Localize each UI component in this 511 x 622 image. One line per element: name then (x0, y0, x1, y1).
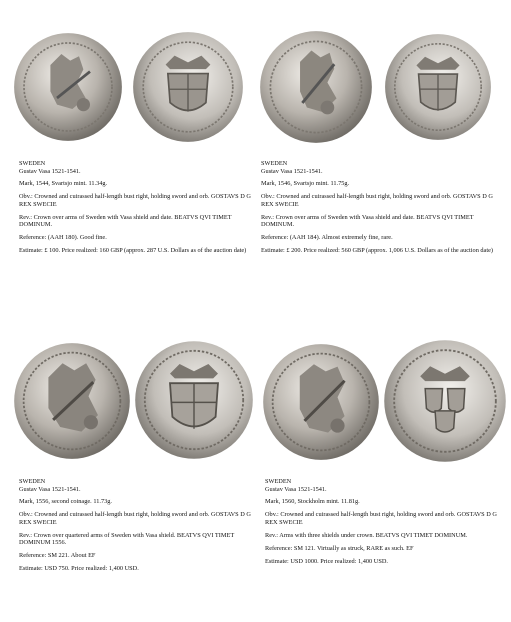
lot2-estimate: Estimate: £ 200. Price realized: 560 GBP (approx. 1,006 U.S. Dollars as of the auction date) (261, 247, 493, 255)
lot3-reverse-coin-image (134, 340, 254, 460)
lot4-mint: Mark, 1560, Stockholm mint. 11.81g. (265, 498, 360, 506)
lot2-ruler: Gustav Vasa 1521-1541. (261, 167, 323, 175)
lot2-reverse-text: Rev.: Crown over arms of Sweden with Vasa shield and date. BEATVS QVI TIMET DOMINUM. (261, 213, 474, 229)
lot2-obverse-coin-image (259, 30, 373, 144)
lot3-description (19, 478, 257, 578)
lot1-reference: Reference: (AAH 180). Good fine. (19, 234, 107, 242)
lot3-country: SWEDEN (19, 478, 46, 485)
lot1-description (19, 160, 257, 260)
lot1-obverse-coin-image (13, 32, 123, 142)
lot4-reverse-text: Rev.: Arms with three shields under crown. BEATVS QVI TIMET DOMINUM. (265, 531, 468, 539)
lot1-mint: Mark, 1544, Svartsjo mint. 11.34g. (19, 180, 108, 188)
lot4-description (265, 478, 503, 571)
lot1-ruler: Gustav Vasa 1521-1541. (19, 167, 81, 175)
lot2-reference: Reference: (AAH 184). Almost extremely fine, rare. (261, 234, 393, 242)
lot4-country: SWEDEN (265, 478, 292, 485)
lot3-obverse-coin-image (13, 342, 131, 460)
lot1-reverse-text: Rev.: Crown over arms of Sweden with Vasa shield and date. BEATVS QVI TIMET DOMINUM. (19, 213, 232, 229)
lot1-estimate: Estimate: £ 100. Price realized: 160 GBP (approx. 287 U.S. Dollars as of the auction date) (19, 247, 247, 255)
lot4-reference: Reference: SM 121. Virtually as struck, RARE as such. EF (265, 544, 414, 552)
lot2-reverse-coin-image (384, 33, 492, 141)
lot3-reverse-text: Rev.: Crown over quartered arms of Sweden with Vasa shield. BEATVS QVI TIMET DOMINUM 1556. (19, 531, 235, 547)
lot4-ruler: Gustav Vasa 1521-1541. (265, 485, 327, 493)
lot4-reverse-coin-image (383, 339, 507, 463)
lot4-estimate: Estimate: USD 1000. Price realized: 1,400 USD. (265, 557, 388, 565)
lot4-obverse-coin-image (262, 343, 380, 461)
lot2-mint: Mark, 1546, Svartsjo mint. 11.75g. (261, 180, 350, 188)
lot4-obverse-text: Obv.: Crowned and cuirassed half-length bust right, holding sword and orb. GOSTAVS D G REX SWECIE (265, 511, 497, 526)
lot1-reverse-coin-image (132, 31, 244, 143)
lot3-mint: Mark, 1556, second coinage. 11.73g. (19, 498, 112, 506)
lot1-country: SWEDEN (19, 160, 46, 167)
lot3-reference: Reference: SM 221. About EF (19, 552, 96, 560)
lot3-ruler: Gustav Vasa 1521-1541. (19, 485, 81, 493)
lot2-description (261, 160, 499, 260)
lot2-country: SWEDEN (261, 160, 288, 167)
lot1-obverse-text: Obv.: Crowned and cuirassed half-length bust right, holding sword and orb. GOSTAVS D G REX SWECIE (19, 193, 251, 208)
lot3-estimate: Estimate: USD 750. Price realized: 1,400 USD. (19, 565, 139, 573)
lot2-obverse-text: Obv.: Crowned and cuirassed half-length bust right, holding sword and orb. GOSTAVS D G REX SWECIE (261, 193, 493, 208)
lot3-obverse-text: Obv.: Crowned and cuirassed half-length bust right, holding sword and orb. GOSTAVS D G REX SWECIE (19, 511, 251, 526)
